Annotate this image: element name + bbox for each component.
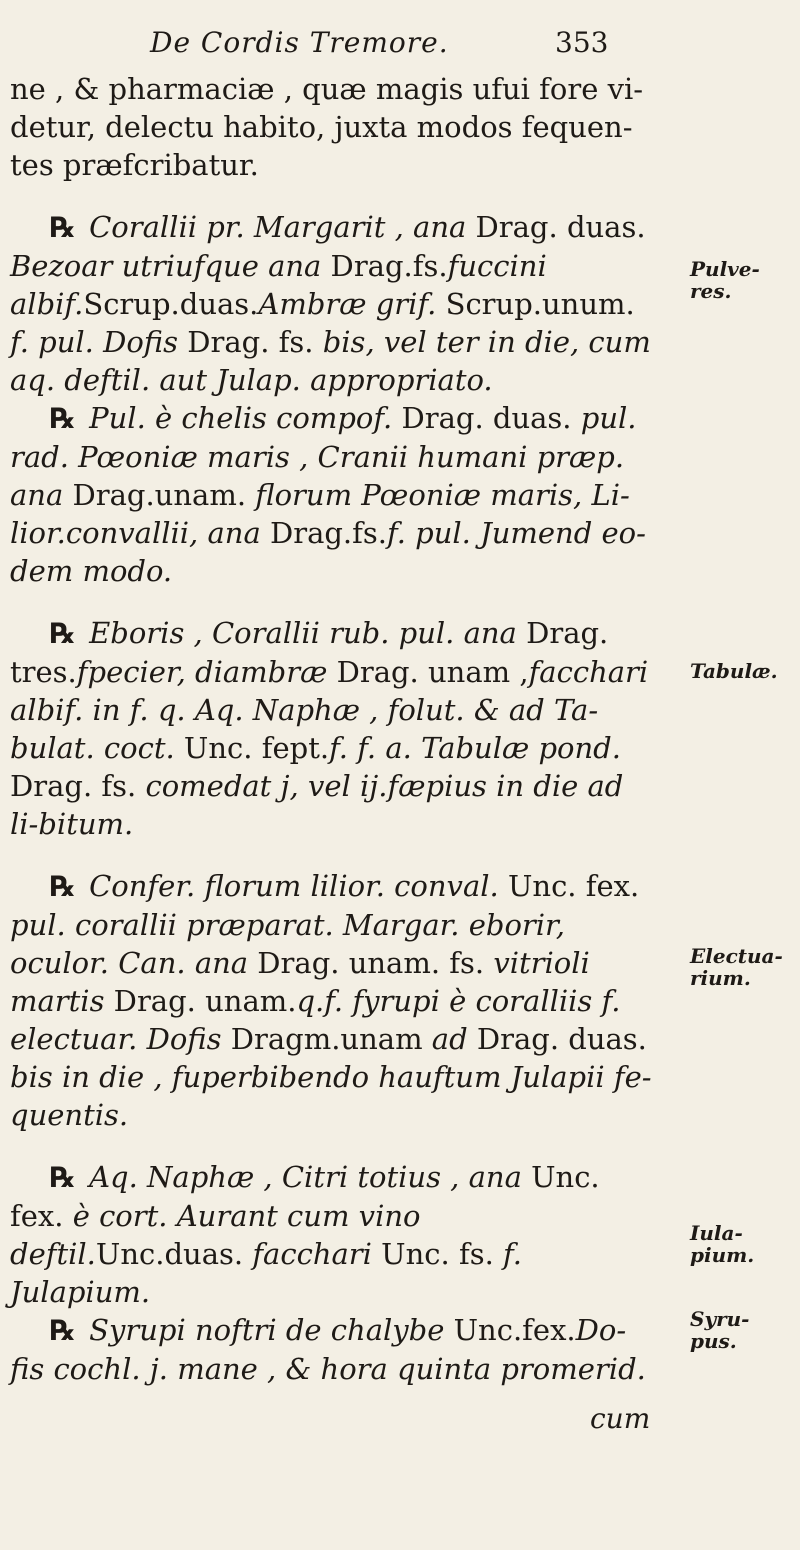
text-segment: Eboris , Corallii rub. pul. ana: [89, 616, 517, 650]
text-segment: Pul. è chelis compof.: [89, 401, 393, 435]
recipe-symbol: ℞: [50, 1161, 76, 1194]
text-segment: Drag.: [466, 210, 567, 244]
text-segment: Drag. unam ,: [327, 655, 529, 689]
text-segment: facchari albif. in f. q. Aq. Naphæ , folut. & ad Ta-bulat. coct.: [10, 655, 649, 765]
text-segment: f. pul. Dofis: [10, 325, 179, 359]
recipe-symbol: ℞: [50, 211, 76, 244]
text-segment: Unc. fs.: [371, 1237, 504, 1271]
text-segment: f. pul. Jumend eo-dem modo.: [10, 516, 646, 588]
recipe-symbol: ℞: [50, 870, 76, 903]
recipe-symbol: ℞: [50, 617, 76, 650]
text-segment: bis, vel ter in die, cum aq. deftil. aut Julap. appropriato.: [10, 325, 651, 397]
text-segment: Do-fis cochl. j. mane , & hora quinta promerid.: [10, 1313, 646, 1386]
text-segment: Drag. unam.: [104, 984, 297, 1018]
text-segment: Dragm.unam: [221, 1022, 432, 1056]
page-number: 353: [555, 26, 609, 59]
text-segment: f. Julapium.: [10, 1237, 522, 1309]
recipe-symbol: ℞: [50, 1314, 76, 1347]
text-segment: Drag. unam. fs.: [248, 946, 494, 980]
text-segment: facchari: [252, 1237, 372, 1271]
page-header: [0, 18, 800, 68]
text-segment: tes præfcribatur.: [10, 148, 259, 182]
margin-note-electuarium: Electua-rium.: [690, 944, 783, 990]
recipe-pulvis-chelis: [10, 399, 660, 590]
text-segment: q.f. fyrupi è coralliis f. electuar. Dofis: [10, 984, 621, 1056]
text-segment: Drag. tres.: [10, 616, 609, 689]
text-segment: Unc. fex.: [10, 1160, 600, 1233]
text-segment: ad: [431, 1022, 468, 1056]
recipe-pulveres: [10, 208, 660, 399]
text-segment: Drag. duas.: [392, 401, 581, 435]
text-segment: Scrup.unum.: [436, 287, 635, 321]
text-segment: Unc. fept.: [174, 731, 330, 765]
text-segment: Drag. fs.: [10, 769, 146, 803]
text-segment: Bezoar utriufque ana: [10, 249, 322, 283]
text-segment: duas.: [566, 210, 646, 244]
text-segment: f. f. a. Tabulæ pond.: [329, 731, 621, 765]
text-segment: Ambræ grif.: [258, 287, 437, 321]
text-segment: fuccini albif.: [10, 249, 547, 321]
text-segment: Corallii pr. Margarit , ana: [89, 210, 467, 244]
recipe-syrupus: [10, 1311, 660, 1388]
margin-note-tabulae: Tabulæ.: [690, 659, 778, 683]
text-segment: detur, delectu habito, juxta modos fequen-: [10, 110, 633, 144]
text-segment: vitrioli martis: [10, 946, 590, 1018]
recipe-julapium: [10, 1158, 660, 1311]
margin-note-julapium: Iula-pium.: [690, 1221, 755, 1267]
text-segment: è cort. Aurant cum vino deftil.: [10, 1199, 421, 1271]
text-segment: Confer. florum lilior. conval.: [89, 869, 499, 903]
text-segment: pul. rad. Pœoniæ maris , Cranii humani præp. ana: [10, 401, 637, 512]
text-segment: Unc.fex.: [444, 1313, 576, 1347]
recipe-electuarium: [10, 867, 660, 1134]
catchword: cum: [590, 1402, 651, 1435]
text-segment: fpecier, diambræ: [76, 655, 328, 689]
text-segment: Syrupi noftri de chalybe: [89, 1313, 445, 1347]
body-text: [10, 70, 660, 1388]
intro-paragraph: [10, 70, 660, 184]
text-segment: Scrup.duas.: [83, 287, 259, 321]
text-segment: Aq. Naphæ , Citri totius , ana: [89, 1160, 522, 1194]
text-segment: bis in die , fuperbibendo hauftum Julapii fe-quentis.: [10, 1060, 652, 1132]
text-segment: Drag. duas.: [467, 1022, 647, 1056]
text-segment: ne , & pharmaciæ , quæ magis ufui fore vi-: [10, 72, 644, 106]
text-segment: Drag.fs.: [260, 516, 387, 550]
recipe-symbol: ℞: [50, 402, 76, 435]
text-segment: Drag.fs.: [321, 249, 448, 283]
text-segment: pul. corallii præparat. Margar. eborir, oculor. Can. ana: [10, 908, 565, 980]
recipe-tabulae: [10, 614, 660, 843]
text-segment: comedat j, vel ij.fæpius in die ad li-bitum.: [10, 769, 624, 841]
text-segment: Unc.duas.: [95, 1237, 253, 1271]
text-segment: Drag. fs.: [178, 325, 323, 359]
margin-note-syrupus: Syru-pus.: [690, 1307, 750, 1353]
running-title: De Cordis Tremore.: [150, 26, 449, 59]
text-segment: Unc. fex.: [498, 869, 640, 903]
margin-note-pulveres: Pulve-res.: [690, 257, 760, 303]
text-segment: florum Pœoniæ maris, Li-lior.convallii, ana: [10, 478, 630, 550]
text-segment: Drag.unam.: [63, 478, 256, 512]
